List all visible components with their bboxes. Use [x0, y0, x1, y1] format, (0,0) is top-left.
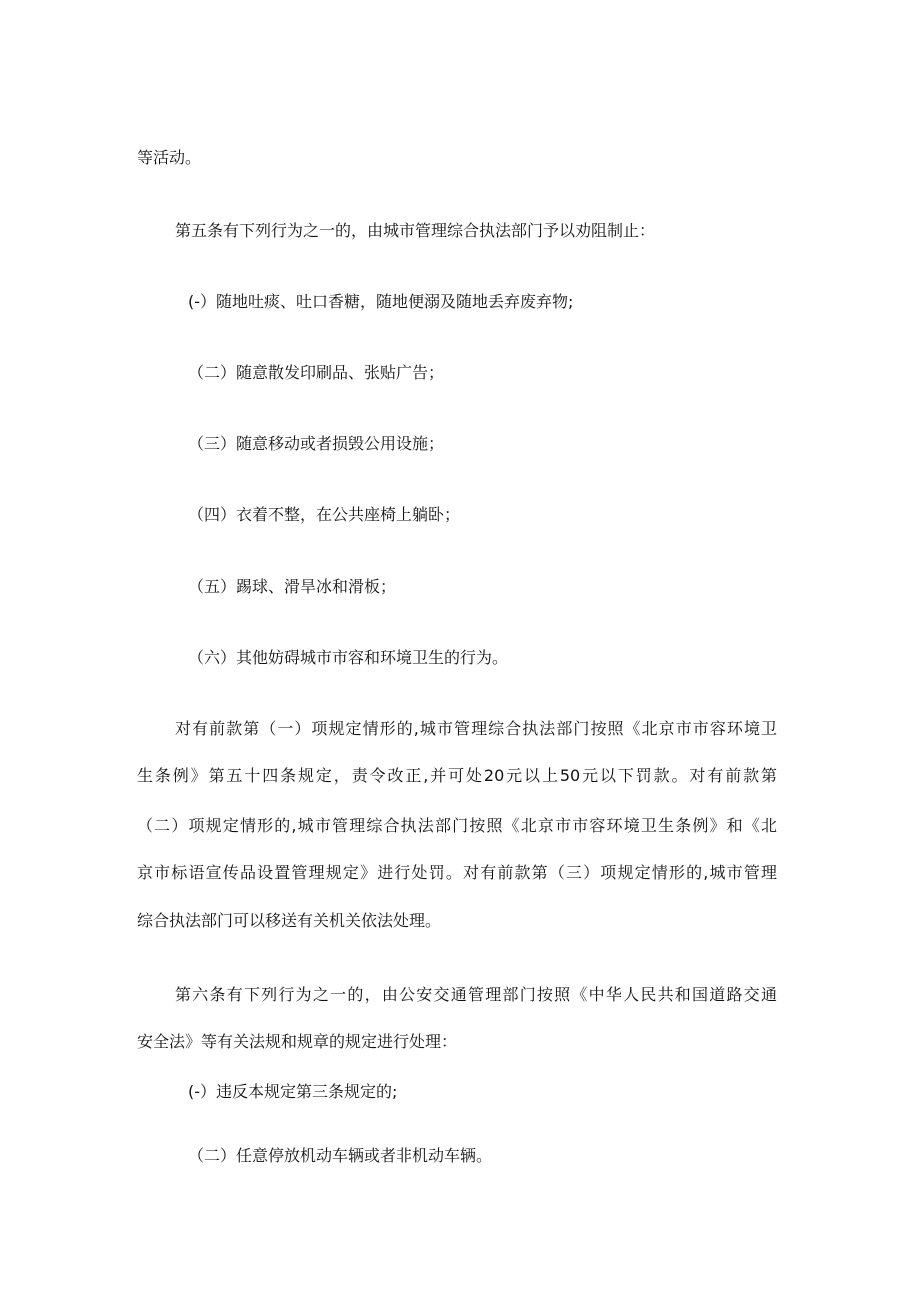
- article-5-item-5: （五）踢球、滑旱冰和滑板；: [188, 577, 397, 596]
- article-6-item-1: (-）违反本规定第三条规定的;: [188, 1082, 398, 1101]
- continuation-text: 等活动。: [137, 148, 202, 167]
- penalty-paragraph-line-5: 综合执法部门可以移送有关机关依法处理。: [137, 911, 442, 930]
- article-5-heading: 第五条有下列行为之一的，由城市管理综合执法部门予以劝阻制止：: [175, 221, 656, 240]
- article-5-item-6: （六）其他妨碍城市市容和环境卫生的行为。: [188, 648, 509, 667]
- article-5-item-4: （四）衣着不整，在公共座椅上躺卧；: [188, 505, 461, 524]
- penalty-paragraph-line-1: 对有前款第（一）项规定情形的,城市管理综合执法部门按照《北京市市容环境卫: [175, 719, 777, 738]
- article-6-heading-line-2: 安全法》等有关法规和规章的规定进行处理：: [137, 1032, 458, 1051]
- article-6-item-2: （二）任意停放机动车辆或者非机动车辆。: [188, 1146, 493, 1165]
- article-6-heading-line-1: 第六条有下列行为之一的，由公安交通管理部门按照《中华人民共和国道路交通: [175, 985, 777, 1004]
- article-5-item-3: （三）随意移动或者损毁公用设施；: [188, 434, 445, 453]
- article-5-item-2: （二）随意散发印刷品、张贴广告；: [188, 363, 445, 382]
- penalty-paragraph-line-4: 京市标语宣传品设置管理规定》进行处罚。对有前款第（三）项规定情形的,城市管理: [137, 863, 777, 882]
- penalty-paragraph-line-2: 生条例》第五十四条规定，责令改正,并可处20元以上50元以下罚款。对有前款第: [137, 766, 777, 785]
- penalty-paragraph-line-3: （二）项规定情形的,城市管理综合执法部门按照《北京市市容环境卫生条例》和《北: [137, 816, 777, 835]
- article-5-item-1: (-）随地吐痰、吐口香糖，随地便溺及随地丢弃废弃物;: [188, 292, 574, 311]
